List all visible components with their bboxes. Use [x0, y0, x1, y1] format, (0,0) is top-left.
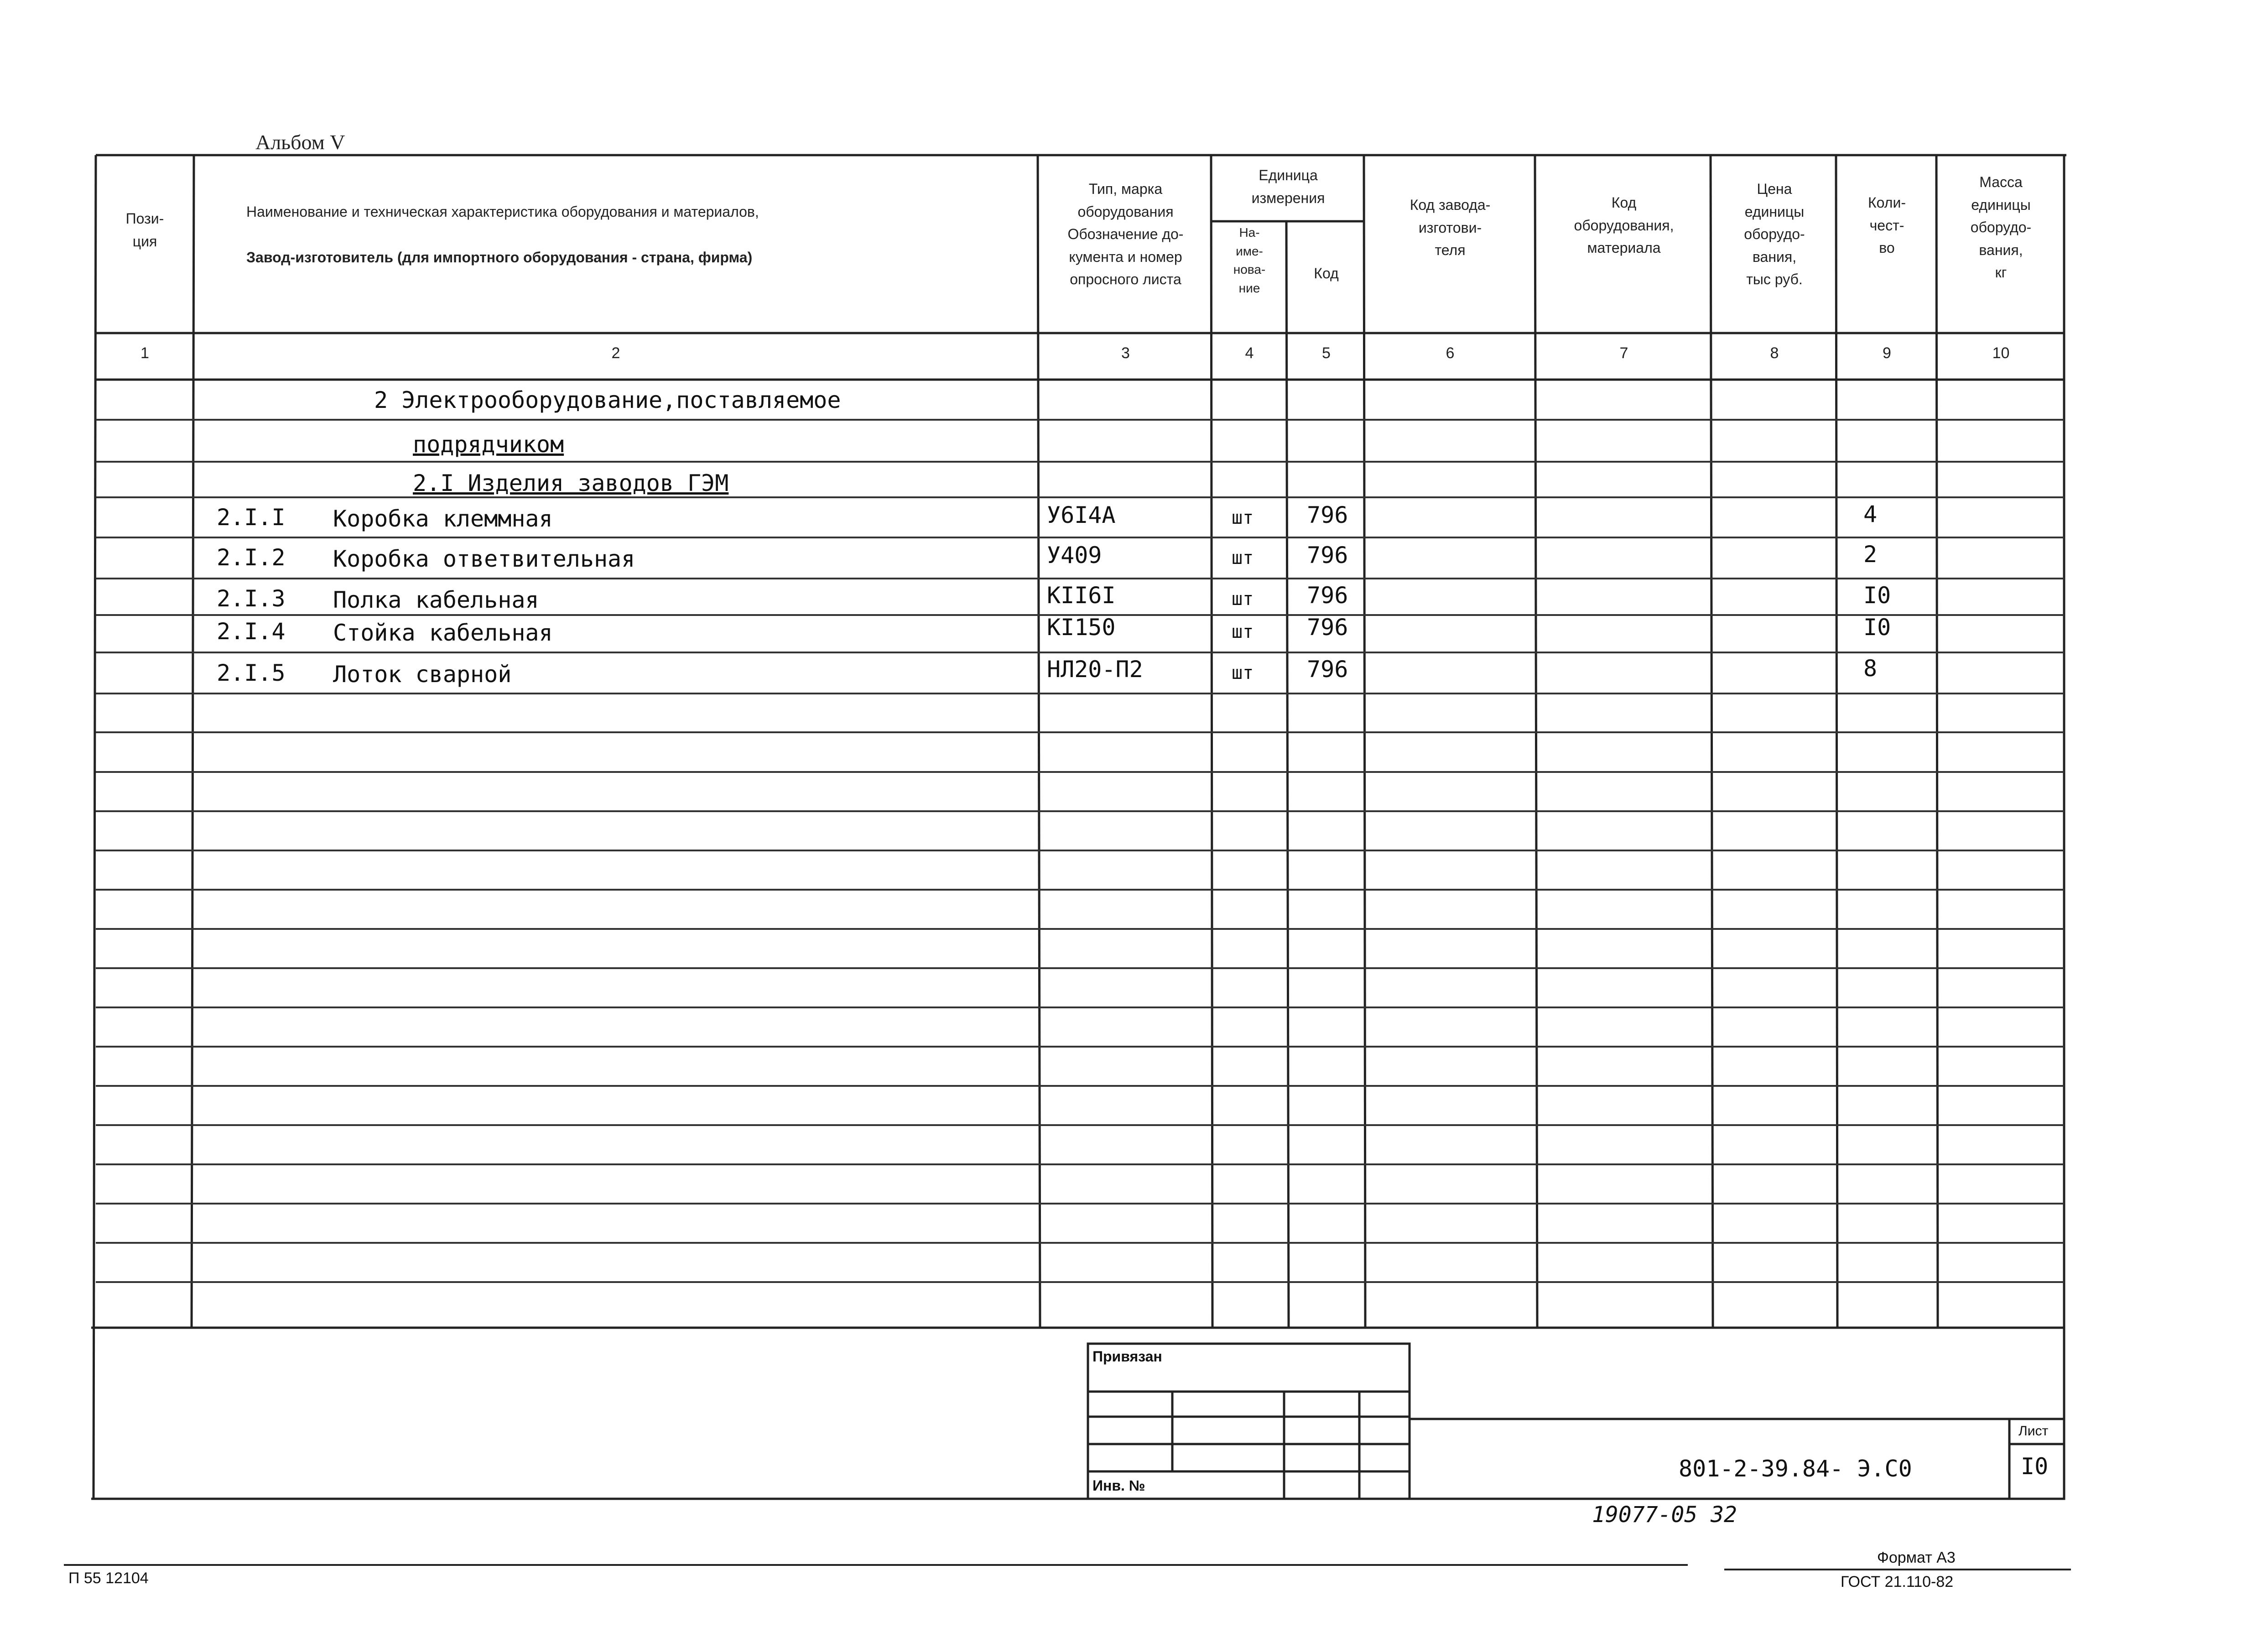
stamp-inventory-label: Инв. № [1092, 1477, 1145, 1494]
handwritten-number: 19077-05 32 [1592, 1502, 1737, 1528]
section-title: 2 Электрооборудование,поставляемое [374, 387, 841, 413]
column-number: 8 [1770, 344, 1779, 362]
row-name: Лоток сварной [333, 661, 512, 688]
header-equipment-code: Код оборудования, материала [1574, 194, 1674, 256]
header-unit-group: Единица измерения [1251, 167, 1325, 206]
column-number: 2 [611, 344, 620, 362]
row-type: У409 [1047, 542, 1102, 568]
row-quantity: I0 [1863, 582, 1891, 609]
stamp-sheet-number: I0 [2021, 1453, 2049, 1480]
column-number: 10 [1992, 344, 2010, 362]
gost-label: ГОСТ 21.110-82 [1841, 1573, 1954, 1590]
row-position: 2.I.2 [217, 544, 286, 571]
row-position: 2.I.4 [217, 618, 286, 645]
row-unit-code: 796 [1307, 502, 1348, 528]
row-unit-code: 796 [1307, 582, 1348, 609]
row-type: У6I4А [1047, 502, 1116, 528]
header-manufacturer-code: Код завода- изготови- теля [1410, 197, 1491, 259]
row-unit: шт [1232, 548, 1254, 568]
stamp-bound-label: Привязан [1092, 1348, 1162, 1365]
column-number: 3 [1121, 344, 1130, 362]
row-position: 2.I.I [217, 504, 286, 531]
album-label: Альбом V [255, 130, 345, 154]
stamp-designation: 801-2-39.84- Э.С0 [1679, 1455, 1912, 1482]
column-number: 4 [1245, 344, 1254, 362]
column-number: 9 [1883, 344, 1891, 362]
row-position: 2.I.5 [217, 660, 286, 686]
column-number: 6 [1446, 344, 1455, 362]
row-unit-code: 796 [1307, 542, 1348, 568]
row-type: КI150 [1047, 614, 1116, 641]
header-price: Цена единицы оборудо- вания, тыс руб. [1744, 181, 1805, 288]
row-name: Коробка клеммная [333, 506, 553, 532]
section-subtitle: 2.I Изделия заводов ГЭМ [413, 470, 729, 496]
header-unit-name: На- име- нова- ние [1233, 225, 1266, 295]
row-unit: шт [1232, 662, 1254, 683]
format-label: Формат А3 [1877, 1549, 1956, 1566]
header-type: Тип, марка оборудования Обозначение до- кумента и номер опросного листа [1067, 181, 1184, 288]
row-unit: шт [1232, 621, 1254, 642]
row-quantity: 4 [1863, 501, 1878, 527]
header-position: Пози- ция [125, 210, 164, 250]
column-number: 5 [1322, 344, 1331, 362]
row-type: НЛ20-П2 [1047, 656, 1143, 683]
row-name: Стойка кабельная [333, 620, 553, 646]
row-type: КII6I [1047, 582, 1116, 609]
left-code: П 55 12104 [68, 1570, 149, 1587]
header-unit-code: Код [1314, 265, 1339, 282]
header-quantity: Коли- чест- во [1868, 194, 1906, 256]
row-unit-code: 796 [1307, 614, 1348, 641]
row-quantity: 2 [1863, 541, 1878, 568]
row-unit: шт [1232, 507, 1254, 528]
row-unit-code: 796 [1307, 656, 1348, 683]
header-mass: Масса единицы оборудо- вания, кг [1970, 174, 2032, 281]
column-number: 1 [140, 344, 149, 362]
column-number: 7 [1619, 344, 1628, 362]
row-quantity: 8 [1863, 655, 1878, 682]
row-name: Полка кабельная [333, 587, 539, 613]
header-name-line2: Завод-изготовитель (для импортного оборудования - страна, фирма) [246, 249, 753, 266]
section-title-cont: подрядчиком [413, 431, 564, 458]
row-name: Коробка ответвительная [333, 546, 635, 572]
header-name-line1: Наименование и техническая характеристика оборудования и материалов, [246, 203, 759, 220]
row-quantity: I0 [1863, 614, 1891, 641]
row-unit: шт [1232, 589, 1254, 610]
row-position: 2.I.3 [217, 585, 286, 612]
stamp-sheet-label: Лист [2018, 1424, 2049, 1439]
